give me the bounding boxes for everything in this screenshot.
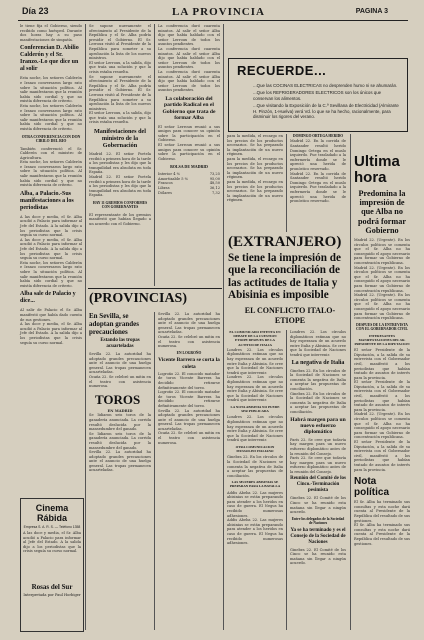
col5-para: Madrid 22. En la corrida de Santander resultó herido Domingo Ortega en el muslo izquierdo. Fue trasladado a la enfermería donde se le apreció una herida de pronóstico reservado. xyxy=(290,139,348,171)
page-number: PAGINA 3 xyxy=(355,8,388,15)
col2-para-3: Madrid 22. El señor Portela recibió a primera hora de la tarde a los periodistas y les dijo que la tranquilidad era absoluta en toda España. xyxy=(89,152,153,175)
extranjero-p5b: Ginebra 22. El Comité de los Cinco se ha reunido esta mañana sin llegar a ningún acuerdo. xyxy=(290,547,348,566)
extranjero-p3b: Ginebra 22. En los círculos de la Sociedad de Naciones se comenta la negativa de Italia a aceptar las propuestas de conciliación. xyxy=(290,391,348,414)
col4-para-1c: para la medida, el recargo en los precios de los productos necesarios. Se ha preparado la implantación de un nuevo régimen. xyxy=(227,179,285,203)
extranjero-h4: OTRA COMUNICACION MUSSOLINI ITALIANO xyxy=(235,444,275,454)
col1-para-1b: Esta noche, los señores Calderón e Iranzo conversaron largo rato sobre la situación política. Al salir manifestaron que la reunión había sido cordial y que no existía diferencia de criterio. xyxy=(20,103,84,131)
stock-label: Francos xyxy=(158,181,173,186)
masthead xyxy=(0,6,424,20)
column-3 xyxy=(158,24,220,286)
stock-label: Dólares xyxy=(158,190,173,195)
cinema-subtitle: Rosas del Sur xyxy=(31,583,73,591)
stock-table xyxy=(158,172,220,195)
extranjero-p1b: Londres 22. Los círculos diplomáticos estiman que no hay esperanza de un acuerdo entre Italia y Abisinia. Se cree que la Sociedad de Naciones tendrá que intervenir. xyxy=(227,375,285,403)
cinema-ad xyxy=(20,498,84,632)
column-divider-5 xyxy=(286,330,287,630)
provincias-para-3a: Sevilla 22. La autoridad ha adoptado grandes precauciones ante el anuncio de una huelga general. Las tropas permanecen acuarteladas. xyxy=(158,312,222,335)
provincias-para-2: Ocaña 22. Se celebró un mitin en el teatro con asistencia numerosa. xyxy=(89,374,153,389)
ultima-hora-column xyxy=(354,134,410,630)
col5-headline: DOMINGO ORTEGA HERIDO xyxy=(293,134,343,138)
toros-sub: EN MADRID xyxy=(107,408,133,413)
ultima-title: Ultima hora xyxy=(354,153,400,186)
extranjero-h9: Entre los delegados de la Sociedad de Naciones xyxy=(291,516,345,526)
extranjero-p2b: Addis Abeba 22. Las mujeres abisinias se están preparando para atender a los heridos en caso de guerra. El Negus ha recibido numerosas adhesiones. xyxy=(227,518,285,546)
col1-intro: le tiene fija el Gobierno, siendo recibido como huésped. Durante dos horas hay a su paso manifestaciones de simpatía. xyxy=(20,24,84,42)
extranjero-h6: La negativa de Italia xyxy=(291,359,345,366)
paper-title: LA PROVINCIA xyxy=(172,6,265,18)
ultima-p2d: El señor Presidente de la Diputación, a la salida de su entrevista con el Gobernador civil, manifestó a los periodistas que habían tratado de asuntos de interés para la provincia. xyxy=(354,440,412,472)
col3-headline-2: BOLSA DE MADRID xyxy=(170,164,208,170)
col1-headline-4: Alba sale de Palacio y dice... xyxy=(20,291,76,305)
col1-para-2b: Esta noche, los señores Calderón e Iranzo conversaron largo rato sobre la situación política. Al salir manifestaron que la reunión había sido cordial y que no existía diferencia de criterio. xyxy=(20,160,84,188)
extranjero-headline: Se tiene la impresión de que la reconciliación de las actitudes de Italia y Abisinia es imposible xyxy=(228,252,341,302)
provincias-headline-3: EN LOGROÑO xyxy=(176,350,202,355)
ultima-h2: INTERESANTES MANIFESTACIONES DEL SR. PRESIDENTE DE LA DIPUTACION xyxy=(354,333,410,346)
extranjero-column-a xyxy=(227,330,283,630)
cinema-text: Interpretada por Paul Horbiger xyxy=(23,593,81,597)
col2-para-1: Se supone nuevamente el ofrecimiento al Presidente de la República y el Sr. Alba podría presidir el Gobierno. El Sr. Lerroux visitó al Presidente de la República para someter a su aprobación la lista de los nuevos ministros. xyxy=(89,24,153,61)
provincias-para-3b: Ocaña 22. Se celebró un mitin en el teatro con asistencia numerosa. xyxy=(158,334,222,349)
col2-para-3b: Madrid 22. El señor Portela recibió a primera hora de la tarde a los periodistas y les dijo que la tranquilidad era absoluta en toda España. xyxy=(89,175,153,198)
ultima-p2b: El señor Presidente de la Diputación, a la salida de su entrevista con el Gobernador civil, manifestó a los periodistas que habían tratado de asuntos de interés para la provincia. xyxy=(354,380,412,412)
col1-para-4: Al salir de Palacio el Sr. Alba manifestó que había dado cuenta de sus gestiones. xyxy=(20,308,84,322)
provincias-column-b xyxy=(158,312,220,630)
col3-para-2b: El señor Lerroux reunió a sus amigos para conocer su opinión sobre la participación en el Gobierno. xyxy=(158,142,222,161)
extranjero-p5: Ginebra 22. El Comité de los Cinco se ha reunido esta mañana sin llegar a ningún acuerdo. xyxy=(290,496,348,515)
extranjero-p1c: Londres 22. Los círculos diplomáticos estiman que no hay esperanza de un acuerdo entre Italia y Abisinia. Se cree que la Sociedad de Naciones tendrá que intervenir. xyxy=(227,415,285,443)
ultima-p2: El señor Presidente de la Diputación, a la salida de su entrevista con el Gobernador civil, manifestó a los periodistas que habían tratado de asuntos de interés para la provincia. xyxy=(354,348,412,380)
col1-para-4b: A las doce y media, el Sr. Alba acudió a Palacio para informar al Jefe del Estado. A la salida dijo a los periodistas que la crisis seguía su curso normal. xyxy=(20,322,84,345)
stock-label: Amortizable 5 % xyxy=(158,176,189,181)
col1-headline-1: Conferencian D. Abilio Calderón y el Sr. Iranzo.-Lo que dice un al solir xyxy=(20,45,79,73)
provincias-para-1: Sevilla 22. La autoridad ha adoptado grandes precauciones ante el anuncio de una huelga general. Las tropas permanecen acuarteladas. xyxy=(89,352,153,375)
provincias-headline-4: Vicente Barrera se corta la coleta xyxy=(158,357,220,370)
toros-para: Se lidiaron seis toros de la ganadería anunciada. La corrida resultó deslucida por la mansedumbre del ganado. xyxy=(89,413,153,432)
column-2 xyxy=(89,24,151,286)
extranjero-h10: Ya se ha terminado y es el Consejo de la Sociedad de Naciones xyxy=(290,527,346,545)
col3-para-1c: La conferencia duró cuarenta minutos. Al salir el señor Alba dijo que había hablado con el señor Lerroux de todos los asuntos pendientes. xyxy=(158,69,222,93)
extranjero-column-b xyxy=(290,330,346,630)
extranjero-p3: Ginebra 22. En los círculos de la Sociedad de Naciones se comenta la negativa de Italia a aceptar las propuestas de conciliación. xyxy=(290,368,348,391)
extranjero-h7: Habrá margen para un nuevo esfuerzo diplomático xyxy=(290,416,346,436)
cinema-body xyxy=(21,531,83,581)
col1-para-1: Esta noche, los señores Calderón e Iranzo conversaron largo rato sobre la situación política. Al salir manifestaron que la reunión había sido cordial y que no existía diferencia de criterio. xyxy=(20,76,84,104)
column-divider-3 xyxy=(223,24,224,630)
col2-para-1c: Se supone nuevamente el ofrecimiento al Presidente de la República y el Sr. Alba podría presidir el Gobierno. El Sr. Lerroux visitó al Presidente de la República para someter a su aprobación la lista de los nuevos ministros. xyxy=(89,74,153,111)
column-divider-2 xyxy=(154,24,155,286)
ultima-p2c: Madrid 22. (Urgente). En los círculos políticos se comenta que el Sr. Alba no ha conseguido el apoyo necesario para formar un Gobierno de concentración republicana. xyxy=(354,412,412,440)
column-1 xyxy=(20,24,82,424)
provincias-para-4c: Sevilla 22. La autoridad ha adoptado grandes precauciones ante el anuncio de una huelga general. Las tropas permanecen acuarteladas. xyxy=(158,408,222,431)
col5-para-b: Madrid 22. En la corrida de Santander resultó herido Domingo Ortega en el muslo izquierdo. Fue trasladado a la enfermería donde se le apreció una herida de pronóstico reservado. xyxy=(290,171,348,204)
provincias-para-4b: Logroño 22. El conocido matador de toros Vicente Barrera ha decidido retirarse definitivamente del toreo. xyxy=(158,390,222,408)
toros-title: TOROS xyxy=(95,391,141,407)
ultima-h1: DESPUES DE LA ENTREVISTA CON EL GOBERNADOR CIVIL xyxy=(356,322,408,332)
column-4 xyxy=(227,134,283,232)
recuerde-ad xyxy=(228,58,408,132)
nota-para: El Sr. Alba ha terminado sus consultas y esta noche dará cuenta al Presidente de la República del resultado de sus gestiones. xyxy=(354,500,412,523)
extranjero-h5: LAS MUJERES ABISINIAS SE PREPARAN PARA LA BATALLA xyxy=(229,480,281,489)
stock-value: 48,50 xyxy=(209,181,220,186)
provincias-rule xyxy=(88,288,222,289)
recuerde-line-3: ...Que visitando la Exposición de la C.ª Sevillana de Electricidad (Almirante H. Pinzón, 1-Huelva) verá Vd. lo que se ha hecho, racionalmente, para disminuir los rigores del verano. xyxy=(253,103,399,120)
nota-title: Nota política xyxy=(354,476,390,499)
col3-para-1: La conferencia duró cuarenta minutos. Al salir el señor Alba dijo que había hablado con el señor Lerroux de todos los asuntos pendientes. xyxy=(158,24,222,47)
provincias-column-a xyxy=(89,312,151,630)
extranjero-title: (EXTRANJERO) xyxy=(228,234,342,250)
recuerde-line-1: ...Que las COCINAS ELECTRICAS no desprenden humo ni se ahumarán. xyxy=(253,83,398,88)
column-5 xyxy=(290,134,346,232)
col1-para-2: También conferenció el Sr. Calderón con el ministro de Agricultura. xyxy=(20,146,84,160)
column-divider-4 xyxy=(286,134,287,232)
col2-headline-1: Manifestaciones del ministro de la Gobernación xyxy=(93,128,147,150)
extranjero-h2: EL COMUNICADO INTENTA UN DEBATE DE LA CUESTION ETIOPE DESPUES DE LA ACTITUD DE ITALIA xyxy=(229,330,281,347)
cinema-line: Empresa S. A. R. S. — Teléfono 1358 xyxy=(23,525,81,529)
ultima-p1b: Madrid 22. (Urgente). En los círculos políticos se comenta que el Sr. Alba no ha conseguido el apoyo necesario para formar un Gobierno de concentración republicana. xyxy=(354,265,412,293)
stock-row xyxy=(158,191,220,196)
recuerde-lines xyxy=(253,83,401,119)
page-day: Día 23 xyxy=(22,6,49,16)
column-divider-2b xyxy=(154,312,155,630)
ultima-p1c: Madrid 22. (Urgente). En los círculos políticos se comenta que el Sr. Alba no ha conseguido el apoyo necesario para formar un Gobierno de concentración republicana. xyxy=(354,293,412,321)
col4-para-1b: para la medida, el recargo en los precios de los productos necesarios. Se ha preparado la implantación de un nuevo régimen. xyxy=(227,156,285,180)
extranjero-p1d: Ginebra 22. En los círculos de la Sociedad de Naciones se comenta la negativa de Italia a aceptar las propuestas de conciliación. xyxy=(227,455,285,478)
toros-para-c: Sevilla 22. La autoridad ha adoptado grandes precauciones ante el anuncio de una huelga general. Las tropas permanecen acuarteladas. xyxy=(89,450,153,473)
ultima-p1: Madrid 22. (Urgente). En los círculos políticos se comenta que el Sr. Alba no ha conseguido el apoyo necesario para formar un Gobierno de concentración republicana. xyxy=(354,238,412,265)
stock-value: 7,32 xyxy=(211,190,220,195)
col1-headline-3: Alba, a Palacio.-Sus manifestaciones a los periodistas xyxy=(20,190,74,211)
extranjero-h8: Reunión del Comité de los Cinco.-Terminación pesimista xyxy=(290,476,346,494)
col4-para-1: para la medida, el recargo en los precios de los productos necesarios. Se ha preparado la implantación de un nuevo régimen. xyxy=(227,134,285,157)
provincias-para-4d: Ocaña 22. Se celebró un mitin en el teatro con asistencia numerosa. xyxy=(158,431,222,445)
col1-para-3: A las doce y media, el Sr. Alba acudió a Palacio para informar al Jefe del Estado. A la salida dijo a los periodistas que la crisis seguía su curso normal. xyxy=(20,214,84,238)
provincias-title: (PROVINCIAS) xyxy=(89,291,187,306)
extranjero-h3: LA NOTA ABISINIA NO PUEDE SER PUBLICADA xyxy=(230,404,280,414)
nota-para-b: El Sr. Alba ha terminado sus consultas y esta noche dará cuenta al Presidente de la República del resultado de sus gestiones. xyxy=(354,523,412,546)
column-divider-1 xyxy=(85,24,86,630)
col1-para-3b: A las doce y media, el Sr. Alba acudió a Palacio para informar al Jefe del Estado. A la salida dijo a los periodistas que la crisis seguía su curso normal. xyxy=(20,237,84,261)
toros-para-b: Se lidiaron seis toros de la ganadería anunciada. La corrida resultó deslucida por la mansedumbre del ganado. xyxy=(89,431,153,450)
extranjero-p4: París 22. Se cree que todavía hay margen para un nuevo esfuerzo diplomático antes de la reunión del Consejo. xyxy=(290,437,348,456)
extranjero-p3a: Londres 22. Los círculos diplomáticos estiman que no hay esperanza de un acuerdo entre Italia y Abisinia. Se cree que la Sociedad de Naciones tendrá que intervenir. xyxy=(290,330,348,357)
col2-para-4: El representante de los gremios manifestó que habían llegado a un acuerdo con el Gobierno. xyxy=(89,212,153,226)
stock-value: 95,00 xyxy=(209,176,220,181)
ultima-headline: Predomina la impresión de que Alba no podrá formar Gobierno xyxy=(358,189,406,235)
stock-label: Interior 4 % xyxy=(158,172,181,177)
extranjero-p2: Addis Abeba 22. Las mujeres abisinias se están preparando para atender a los heridos en caso de guerra. El Negus ha recibido numerosas adhesiones. xyxy=(227,490,285,518)
cinema-title: Cinema Rábida xyxy=(35,503,69,523)
recuerde-line-2: ...Que los REFRIGERADORES ELECTRICOS son los únicos que conservan los alimentos. xyxy=(253,90,382,101)
recuerde-title: RECUERDE... xyxy=(237,63,327,78)
column-divider-6 xyxy=(350,134,351,630)
provincias-para-4: Logroño 22. El conocido matador de toros Vicente Barrera ha decidido retirarse definitivamente del toreo. xyxy=(158,371,222,390)
col1-para-3c: Esta noche, los señores Calderón e Iranzo conversaron largo rato sobre la situación política. Al salir manifestaron que la reunión había sido cordial y que no existía diferencia de criterio. xyxy=(20,260,84,288)
provincias-headline-1: En Sevilla, se adoptan grandes precauciones xyxy=(89,312,139,336)
cinema-para: A las doce y media, el Sr. Alba acudió a Palacio para informar al Jefe del Estado. A la salida dijo a los periodistas que la crisis seguía su curso normal. xyxy=(23,531,83,554)
col3-para-2: El señor Lerroux reunió a sus amigos para conocer su opinión sobre la participación en el Gobierno. xyxy=(158,124,222,143)
extranjero-p1: Londres 22. Los círculos diplomáticos estiman que no hay esperanza de un acuerdo entre Italia y Abisinia. Se cree que la Sociedad de Naciones tendrá que intervenir. xyxy=(227,347,285,375)
provincias-headline-2: Estando las tropas acuarteladas xyxy=(100,338,140,349)
col2-para-2: El señor Lerroux, a la salida, dijo que traía una solución y que la crisis estaba resuelta. xyxy=(89,111,153,125)
extranjero-subhead: EL CONFLICTO ITALO-ETIOPE xyxy=(244,306,336,325)
stock-value: 73,25 xyxy=(209,172,220,177)
col3-headline-1: La colaboración del partido Radical en el Gobierno que trata de formar Alba xyxy=(162,95,216,122)
extranjero-p4b: París 22. Se cree que todavía hay margen para un nuevo esfuerzo diplomático antes de la reunión del Consejo. xyxy=(290,456,348,474)
masthead-rule xyxy=(18,20,408,21)
col2-para-1b: El señor Lerroux, a la salida, dijo que traía una solución y que la crisis estaba resuelta. xyxy=(89,60,153,74)
col1-headline-2: OTRA CONFERENCIA CON DON CIRILO DEL RIO xyxy=(21,134,81,143)
stock-value: 36,12 xyxy=(209,186,220,191)
stock-label: Libras xyxy=(158,186,170,191)
col3-para-1b: La conferencia duró cuarenta minutos. Al salir el señor Alba dijo que había hablado con el señor Lerroux de todos los asuntos pendientes. xyxy=(158,46,222,70)
col2-headline-2: HAY 11 GREMIOS CONFORMES CON GOBERNANTES xyxy=(92,201,148,210)
